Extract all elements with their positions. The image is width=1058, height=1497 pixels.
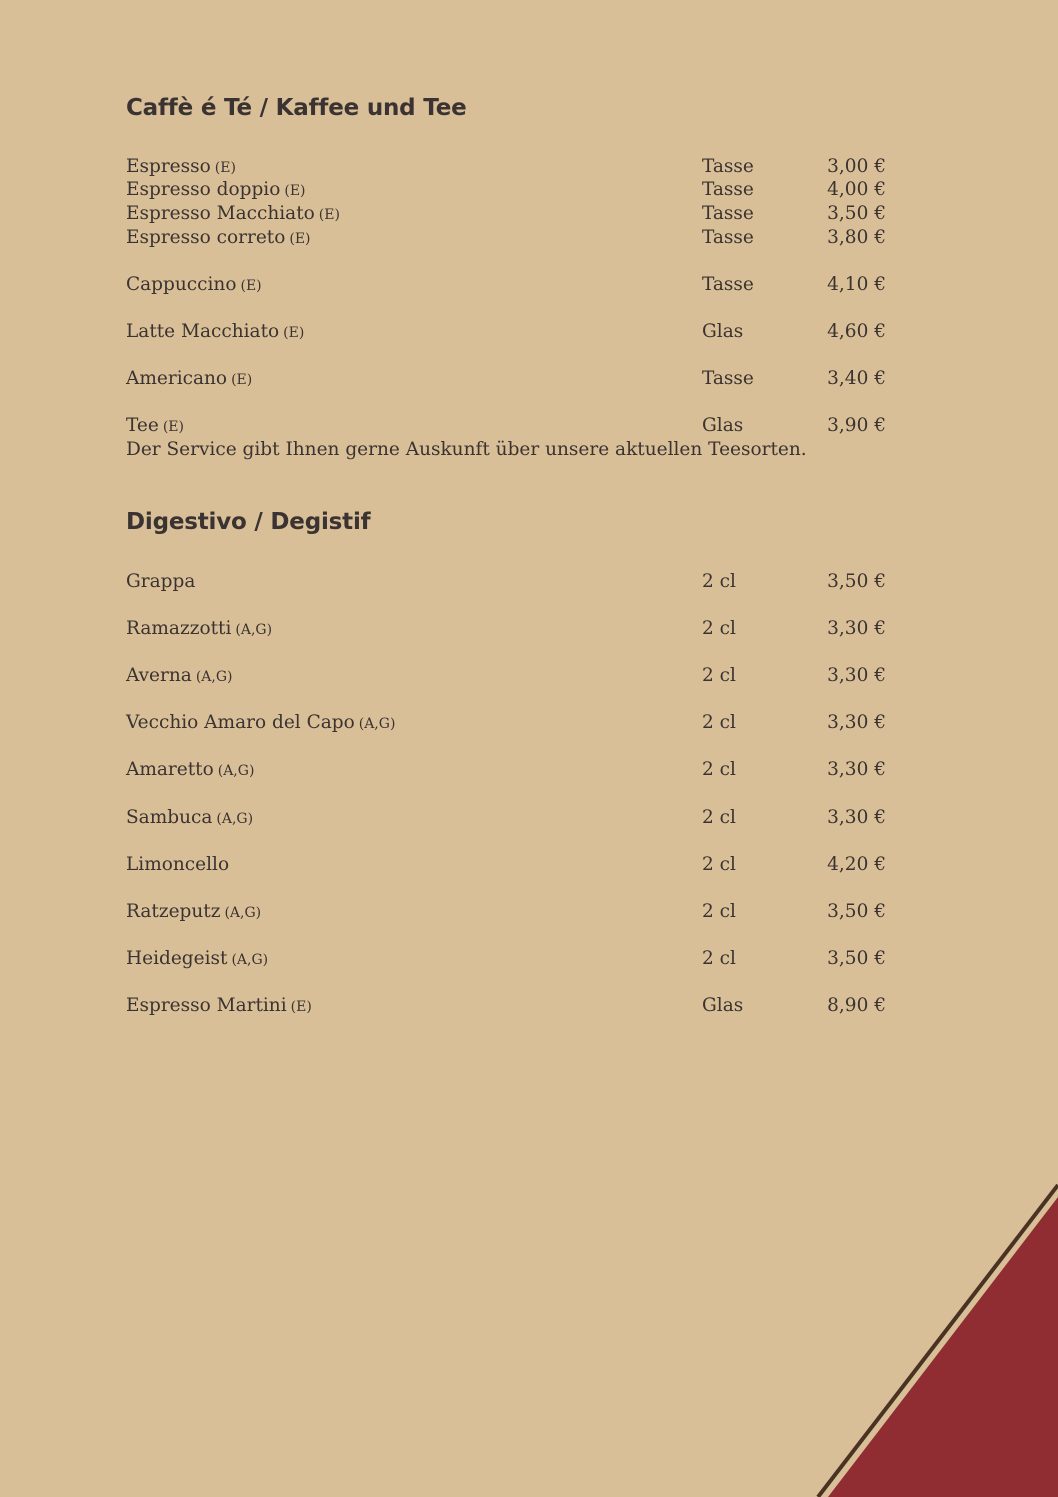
item-name: Latte Macchiato (E) <box>126 321 305 342</box>
item-price: 3,40 € <box>827 368 886 389</box>
item-unit: Tasse <box>702 227 754 248</box>
menu-item-ratzeputz <box>126 900 886 924</box>
item-price: 8,90 € <box>827 995 886 1016</box>
menu-item-grappa <box>126 570 886 594</box>
menu-item-espresso-macchiato <box>126 202 886 226</box>
menu-item-espresso-doppio <box>126 178 886 202</box>
item-name: Averna (A,G) <box>126 665 233 686</box>
section-title-coffee-tea: Caffè é Té / Kaffee und Tee <box>126 95 467 121</box>
item-unit: 2 cl <box>702 618 736 639</box>
item-unit: Tasse <box>702 368 754 389</box>
item-name: Espresso Martini (E) <box>126 995 312 1016</box>
item-price: 3,50 € <box>827 901 886 922</box>
corner-red-triangle <box>828 1197 1058 1497</box>
tea-service-note: Der Service gibt Ihnen gerne Auskunft über unsere aktuellen Teesorten. <box>126 439 807 460</box>
item-price: 3,30 € <box>827 712 886 733</box>
item-name: Amaretto (A,G) <box>126 759 255 780</box>
item-unit: Tasse <box>702 203 754 224</box>
menu-item-espresso <box>126 155 886 179</box>
menu-item-vecchio-amaro <box>126 711 886 735</box>
item-unit: 2 cl <box>702 712 736 733</box>
menu-item-amaretto <box>126 758 886 782</box>
item-name: Limoncello <box>126 854 230 875</box>
item-price: 3,50 € <box>827 203 886 224</box>
item-unit: 2 cl <box>702 665 736 686</box>
item-price: 4,00 € <box>827 179 886 200</box>
menu-item-ramazzotti <box>126 617 886 641</box>
section-title-digestif: Digestivo / Degistif <box>126 509 371 535</box>
item-price: 3,30 € <box>827 807 886 828</box>
item-name: Espresso Macchiato (E) <box>126 203 340 224</box>
menu-item-espresso-correto <box>126 226 886 250</box>
menu-item-latte-macchiato <box>126 320 886 344</box>
item-unit: Glas <box>702 321 744 342</box>
item-price: 3,50 € <box>827 948 886 969</box>
item-unit: Glas <box>702 995 744 1016</box>
item-price: 3,80 € <box>827 227 886 248</box>
item-unit: 2 cl <box>702 948 736 969</box>
menu-item-tee <box>126 414 886 438</box>
item-price: 3,30 € <box>827 665 886 686</box>
item-name: Cappuccino (E) <box>126 274 262 295</box>
menu-item-sambuca <box>126 806 886 830</box>
item-price: 3,30 € <box>827 759 886 780</box>
item-name: Heidegeist (A,G) <box>126 948 269 969</box>
menu-item-cappuccino <box>126 273 886 297</box>
item-name: Espresso (E) <box>126 156 236 177</box>
item-price: 3,30 € <box>827 618 886 639</box>
item-name: Tee (E) <box>126 415 184 436</box>
item-unit: 2 cl <box>702 759 736 780</box>
item-unit: 2 cl <box>702 901 736 922</box>
item-unit: Tasse <box>702 179 754 200</box>
item-name: Ramazzotti (A,G) <box>126 618 273 639</box>
menu-item-averna <box>126 664 886 688</box>
item-name: Espresso doppio (E) <box>126 179 306 200</box>
item-name: Sambuca (A,G) <box>126 807 254 828</box>
item-unit: Tasse <box>702 156 754 177</box>
item-price: 3,50 € <box>827 571 886 592</box>
item-name: Americano (E) <box>126 368 253 389</box>
item-name: Espresso correto (E) <box>126 227 311 248</box>
item-name: Grappa <box>126 571 196 592</box>
menu-item-americano <box>126 367 886 391</box>
item-name: Ratzeputz (A,G) <box>126 901 262 922</box>
menu-item-heidegeist <box>126 947 886 971</box>
item-price: 4,10 € <box>827 274 886 295</box>
menu-item-limoncello <box>126 853 886 877</box>
item-unit: 2 cl <box>702 854 736 875</box>
item-name: Vecchio Amaro del Capo (A,G) <box>126 712 396 733</box>
item-price: 3,90 € <box>827 415 886 436</box>
item-unit: Glas <box>702 415 744 436</box>
item-price: 4,60 € <box>827 321 886 342</box>
item-unit: 2 cl <box>702 807 736 828</box>
item-unit: Tasse <box>702 274 754 295</box>
item-price: 3,00 € <box>827 156 886 177</box>
menu-item-espresso-martini <box>126 994 886 1018</box>
item-price: 4,20 € <box>827 854 886 875</box>
item-unit: 2 cl <box>702 571 736 592</box>
